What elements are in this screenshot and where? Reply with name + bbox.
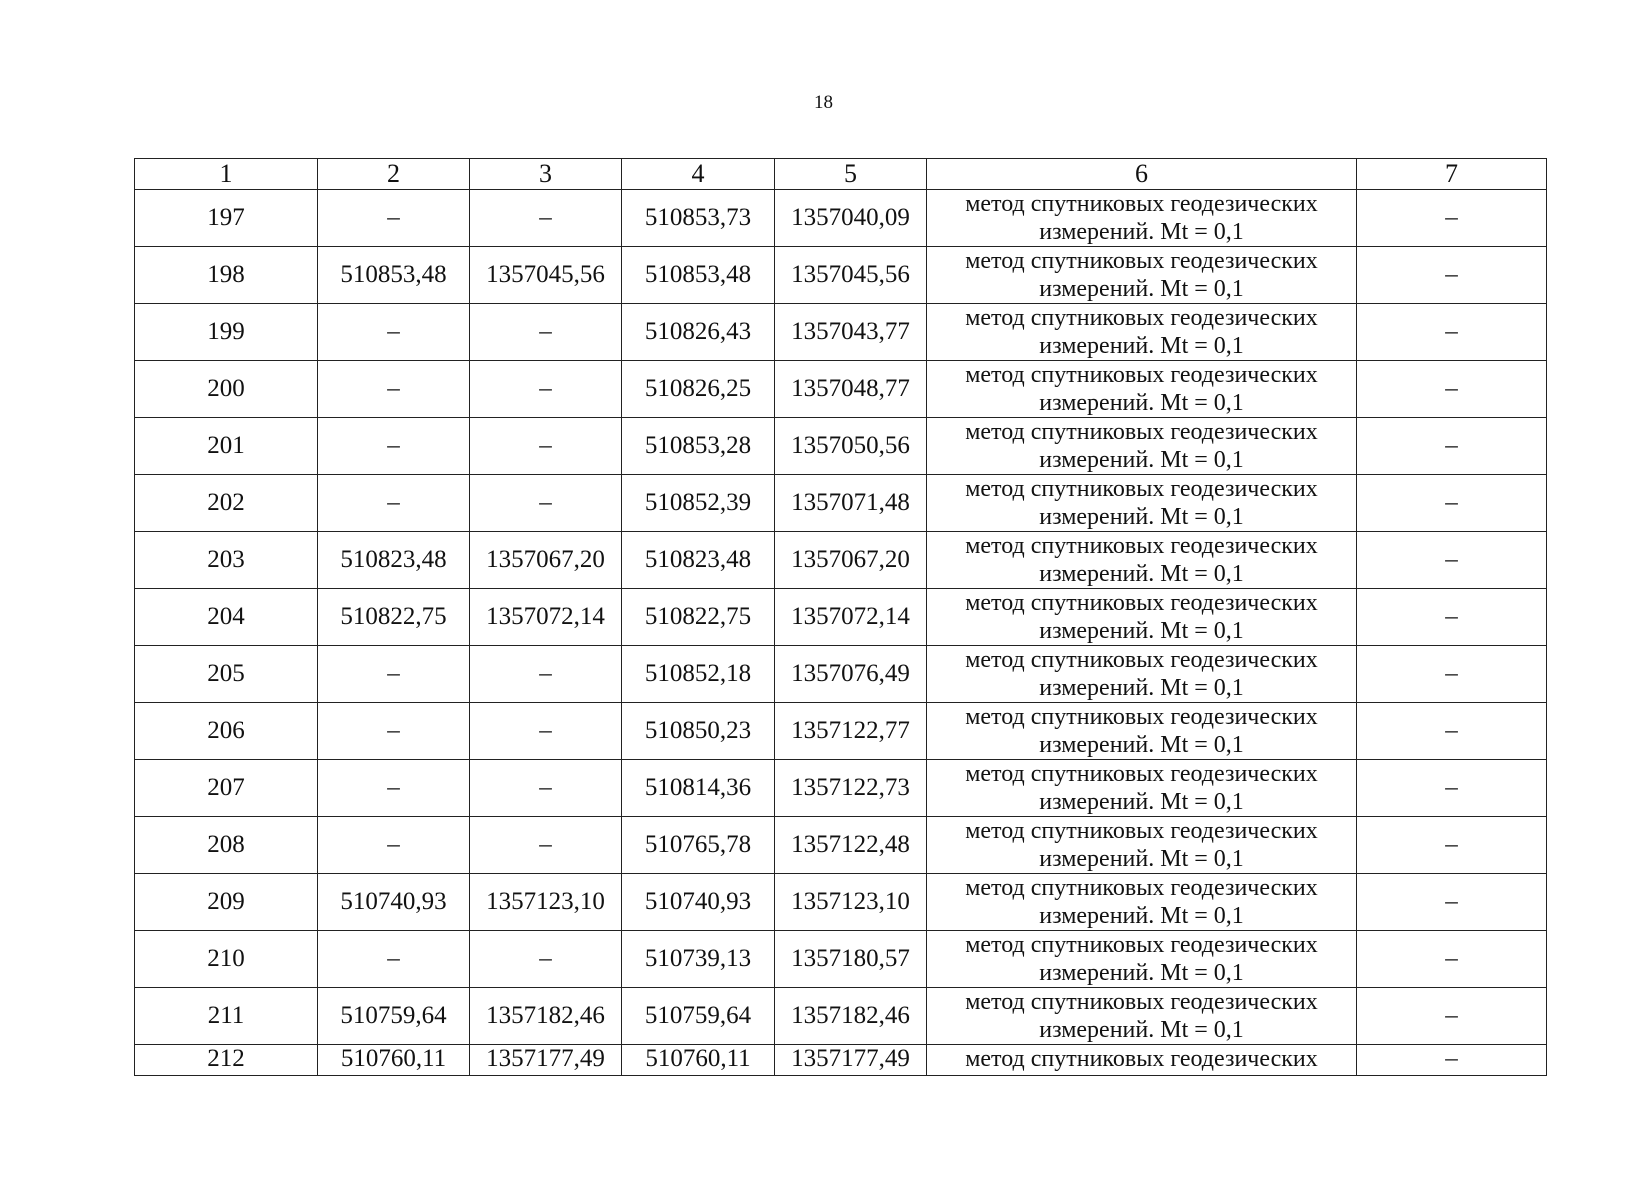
point-number-cell: 210 (135, 931, 318, 988)
accuracy-text: измерений. Mt = 0,1 (1039, 732, 1244, 758)
method-cell (927, 418, 1357, 475)
table-row (135, 760, 1547, 817)
point-number-cell: 209 (135, 874, 318, 931)
new-x-cell: 510850,23 (622, 703, 775, 760)
old-x-cell: – (318, 703, 470, 760)
method-cell (927, 1045, 1357, 1076)
old-x-cell: – (318, 361, 470, 418)
point-number-cell: 203 (135, 532, 318, 589)
new-x-cell: 510826,25 (622, 361, 775, 418)
description-cell: – (1357, 304, 1547, 361)
table-body (135, 190, 1547, 1076)
method-cell (927, 589, 1357, 646)
old-x-cell: – (318, 646, 470, 703)
table-row (135, 304, 1547, 361)
point-number-cell: 200 (135, 361, 318, 418)
accuracy-text: измерений. Mt = 0,1 (1039, 447, 1244, 473)
table-row (135, 361, 1547, 418)
new-x-cell: 510739,13 (622, 931, 775, 988)
method-text: метод спутниковых геодезических (965, 305, 1318, 331)
column-header-3: 3 (470, 159, 622, 190)
table-row (135, 703, 1547, 760)
new-y-cell: 1357122,48 (775, 817, 927, 874)
old-y-cell: – (470, 646, 622, 703)
description-cell: – (1357, 646, 1547, 703)
old-y-cell: 1357123,10 (470, 874, 622, 931)
old-x-cell: – (318, 304, 470, 361)
old-x-cell: 510760,11 (318, 1045, 470, 1076)
new-y-cell: 1357072,14 (775, 589, 927, 646)
method-text: метод спутниковых геодезических (965, 761, 1318, 787)
accuracy-text: измерений. Mt = 0,1 (1039, 618, 1244, 644)
table-row (135, 931, 1547, 988)
new-x-cell: 510822,75 (622, 589, 775, 646)
new-x-cell: 510765,78 (622, 817, 775, 874)
table-row (135, 475, 1547, 532)
point-number-cell: 197 (135, 190, 318, 247)
old-y-cell: 1357182,46 (470, 988, 622, 1045)
point-number-cell: 199 (135, 304, 318, 361)
accuracy-text: измерений. Mt = 0,1 (1039, 846, 1244, 872)
new-y-cell: 1357045,56 (775, 247, 927, 304)
method-cell (927, 760, 1357, 817)
method-cell (927, 988, 1357, 1045)
description-cell: – (1357, 532, 1547, 589)
method-cell (927, 475, 1357, 532)
new-y-cell: 1357071,48 (775, 475, 927, 532)
old-y-cell: – (470, 817, 622, 874)
new-y-cell: 1357050,56 (775, 418, 927, 475)
method-text: метод спутниковых геодезических (965, 590, 1318, 616)
new-y-cell: 1357076,49 (775, 646, 927, 703)
method-text: метод спутниковых геодезических (965, 248, 1318, 274)
accuracy-text: измерений. Mt = 0,1 (1039, 504, 1244, 530)
point-number-cell: 208 (135, 817, 318, 874)
description-cell: – (1357, 418, 1547, 475)
accuracy-text: измерений. Mt = 0,1 (1039, 219, 1244, 245)
point-number-cell: 206 (135, 703, 318, 760)
new-x-cell: 510759,64 (622, 988, 775, 1045)
accuracy-text: измерений. Mt = 0,1 (1039, 903, 1244, 929)
old-x-cell: – (318, 931, 470, 988)
new-y-cell: 1357182,46 (775, 988, 927, 1045)
new-x-cell: 510740,93 (622, 874, 775, 931)
description-cell: – (1357, 475, 1547, 532)
column-header-1: 1 (135, 159, 318, 190)
new-x-cell: 510823,48 (622, 532, 775, 589)
accuracy-text: измерений. Mt = 0,1 (1039, 789, 1244, 815)
column-header-6: 6 (927, 159, 1357, 190)
description-cell: – (1357, 247, 1547, 304)
method-text: метод спутниковых геодезических (965, 932, 1318, 958)
column-header-7: 7 (1357, 159, 1547, 190)
old-y-cell: 1357177,49 (470, 1045, 622, 1076)
old-x-cell: – (318, 760, 470, 817)
column-header-4: 4 (622, 159, 775, 190)
new-y-cell: 1357177,49 (775, 1045, 927, 1076)
new-y-cell: 1357123,10 (775, 874, 927, 931)
new-y-cell: 1357040,09 (775, 190, 927, 247)
description-cell: – (1357, 988, 1547, 1045)
old-x-cell: 510822,75 (318, 589, 470, 646)
new-x-cell: 510814,36 (622, 760, 775, 817)
table-row (135, 1045, 1547, 1076)
method-cell (927, 703, 1357, 760)
method-text: метод спутниковых геодезических (965, 533, 1318, 559)
description-cell: – (1357, 361, 1547, 418)
old-x-cell: 510823,48 (318, 532, 470, 589)
column-header-2: 2 (318, 159, 470, 190)
description-cell: – (1357, 589, 1547, 646)
new-y-cell: 1357122,73 (775, 760, 927, 817)
new-y-cell: 1357043,77 (775, 304, 927, 361)
old-x-cell: – (318, 418, 470, 475)
old-y-cell: – (470, 703, 622, 760)
description-cell: – (1357, 190, 1547, 247)
old-y-cell: – (470, 304, 622, 361)
method-text: метод спутниковых геодезических (965, 875, 1318, 901)
new-y-cell: 1357122,77 (775, 703, 927, 760)
new-x-cell: 510853,48 (622, 247, 775, 304)
accuracy-text: измерений. Mt = 0,1 (1039, 390, 1244, 416)
accuracy-text: измерений. Mt = 0,1 (1039, 561, 1244, 587)
new-y-cell: 1357180,57 (775, 931, 927, 988)
header-row (135, 159, 1547, 190)
method-cell (927, 931, 1357, 988)
method-text: метод спутниковых геодезических (965, 1046, 1318, 1072)
old-x-cell: – (318, 817, 470, 874)
method-text: метод спутниковых геодезических (965, 419, 1318, 445)
point-number-cell: 212 (135, 1045, 318, 1076)
old-y-cell: 1357067,20 (470, 532, 622, 589)
table-row (135, 247, 1547, 304)
method-cell (927, 817, 1357, 874)
point-number-cell: 201 (135, 418, 318, 475)
method-cell (927, 532, 1357, 589)
method-cell (927, 247, 1357, 304)
table-row (135, 874, 1547, 931)
new-y-cell: 1357048,77 (775, 361, 927, 418)
method-text: метод спутниковых геодезических (965, 989, 1318, 1015)
method-text: метод спутниковых геодезических (965, 647, 1318, 673)
old-y-cell: – (470, 361, 622, 418)
table-row (135, 190, 1547, 247)
old-y-cell: 1357072,14 (470, 589, 622, 646)
point-number-cell: 207 (135, 760, 318, 817)
method-text: метод спутниковых геодезических (965, 476, 1318, 502)
accuracy-text: измерений. Mt = 0,1 (1039, 960, 1244, 986)
method-cell (927, 646, 1357, 703)
method-cell (927, 190, 1357, 247)
old-y-cell: – (470, 475, 622, 532)
table-row (135, 988, 1547, 1045)
table-row (135, 589, 1547, 646)
new-y-cell: 1357067,20 (775, 532, 927, 589)
table-header (135, 159, 1547, 190)
old-y-cell: – (470, 418, 622, 475)
table-row (135, 817, 1547, 874)
accuracy-text: измерений. Mt = 0,1 (1039, 333, 1244, 359)
coordinates-table (134, 158, 1547, 1076)
description-cell: – (1357, 931, 1547, 988)
old-x-cell: 510759,64 (318, 988, 470, 1045)
method-text: метод спутниковых геодезических (965, 704, 1318, 730)
method-text: метод спутниковых геодезических (965, 818, 1318, 844)
old-y-cell: 1357045,56 (470, 247, 622, 304)
old-y-cell: – (470, 190, 622, 247)
description-cell: – (1357, 817, 1547, 874)
point-number-cell: 205 (135, 646, 318, 703)
column-header-5: 5 (775, 159, 927, 190)
description-cell: – (1357, 874, 1547, 931)
new-x-cell: 510852,39 (622, 475, 775, 532)
point-number-cell: 198 (135, 247, 318, 304)
method-cell (927, 874, 1357, 931)
new-x-cell: 510826,43 (622, 304, 775, 361)
new-x-cell: 510760,11 (622, 1045, 775, 1076)
page-number: 18 (814, 92, 833, 113)
table-row (135, 532, 1547, 589)
description-cell: – (1357, 1045, 1547, 1076)
new-x-cell: 510853,28 (622, 418, 775, 475)
old-x-cell: – (318, 190, 470, 247)
method-text: метод спутниковых геодезических (965, 191, 1318, 217)
old-y-cell: – (470, 760, 622, 817)
old-x-cell: – (318, 475, 470, 532)
table-row (135, 646, 1547, 703)
old-x-cell: 510853,48 (318, 247, 470, 304)
accuracy-text: измерений. Mt = 0,1 (1039, 1017, 1244, 1043)
point-number-cell: 202 (135, 475, 318, 532)
old-x-cell: 510740,93 (318, 874, 470, 931)
table-row (135, 418, 1547, 475)
accuracy-text: измерений. Mt = 0,1 (1039, 276, 1244, 302)
description-cell: – (1357, 760, 1547, 817)
new-x-cell: 510852,18 (622, 646, 775, 703)
method-text: метод спутниковых геодезических (965, 362, 1318, 388)
method-cell (927, 361, 1357, 418)
new-x-cell: 510853,73 (622, 190, 775, 247)
point-number-cell: 204 (135, 589, 318, 646)
point-number-cell: 211 (135, 988, 318, 1045)
method-cell (927, 304, 1357, 361)
accuracy-text: измерений. Mt = 0,1 (1039, 675, 1244, 701)
old-y-cell: – (470, 931, 622, 988)
description-cell: – (1357, 703, 1547, 760)
